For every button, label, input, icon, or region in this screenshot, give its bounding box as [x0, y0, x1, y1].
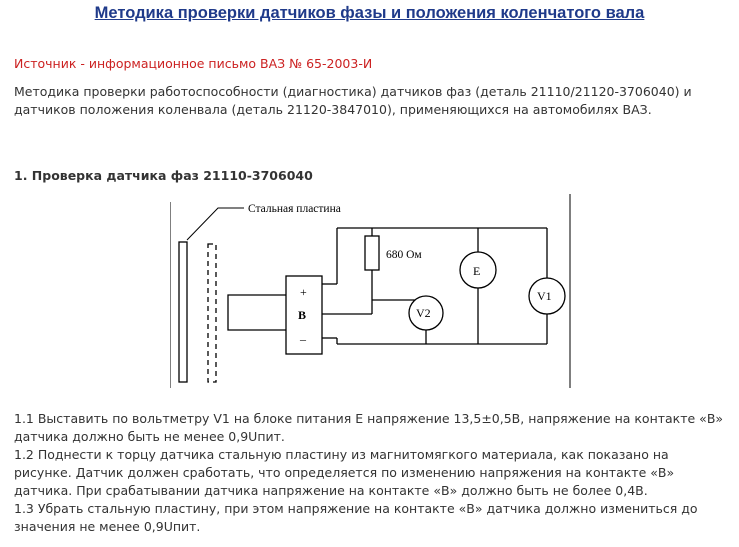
- steel-plate-dashed: [208, 244, 216, 382]
- source-e-label: E: [473, 264, 481, 278]
- sensor-minus-label: –: [300, 332, 306, 346]
- sensor-b-label: B: [298, 308, 307, 322]
- resistor: [365, 236, 379, 270]
- steps-list: [14, 410, 729, 536]
- step-1: 1.1 Выставить по вольтметру V1 на блоке питания E напряжение 13,5±0,5В, напряжение на контакте «В» датчика должно быть не менее 0,9Uпит.: [14, 411, 724, 444]
- resistor-label: 680 Ом: [386, 249, 422, 261]
- step-3: 1.3 Убрать стальную пластину, при этом напряжение на контакте «В» датчика должно измениться до значения не менее 0,9Uпит.: [14, 501, 698, 534]
- section-heading: 1. Проверка датчика фаз 21110-3706040: [14, 168, 313, 183]
- step-2: 1.2 Поднести к торцу датчика стальную пластину из магнитомягкого материала, как показано на рисунке. Датчик должен сработать, что определяется по изменению напряжения на контакте «В» датчика. При срабатывании датчика напряжение на контакте «В» должно быть не более 0,4В.: [14, 447, 675, 498]
- source-note: Источник - информационное письмо ВАЗ № 65-2003-И: [14, 56, 373, 71]
- steel-plate: [179, 242, 187, 382]
- intro-paragraph: Методика проверки работоспособности (диагностика) датчиков фаз (деталь 21110/21120-3706040) и датчиков положения коленвала (деталь 21120-3847010), применяющихся на автомобилях ВАЗ.: [14, 84, 692, 117]
- voltmeter-v1-label: V1: [537, 289, 552, 303]
- sensor-plus-label: +: [300, 285, 307, 299]
- page-title: Методика проверки датчиков фазы и положения коленчатого вала: [94, 4, 645, 22]
- plate-label: Стальная пластина: [248, 203, 341, 215]
- voltmeter-v2-label: V2: [416, 306, 431, 320]
- circuit-diagram: [170, 192, 575, 388]
